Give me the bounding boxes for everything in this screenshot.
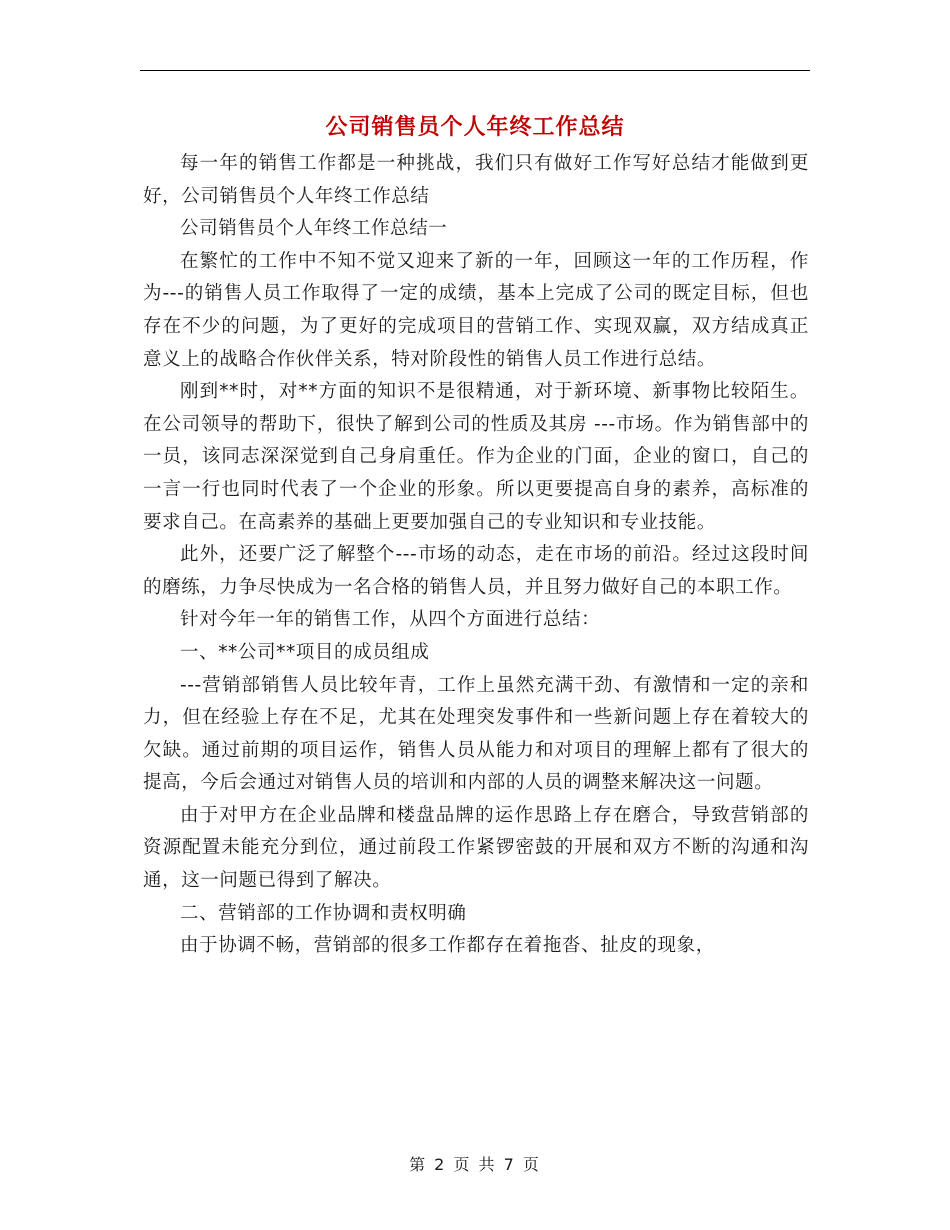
paragraph-intro: 每一年的销售工作都是一种挑战，我们只有做好工作写好总结才能做到更好，公司销售员个人年终工作总结 (143, 153, 809, 207)
section-heading-team: 一、**公司**项目的成员组成 (180, 641, 430, 663)
paragraph-review: 在繁忙的工作中不知不觉又迎来了新的一年，回顾这一年的工作历程，作为---的销售人员工作取得了一定的成绩，基本上完成了公司的既定目标，但也存在不少的问题，为了更好的完成项目的营销工作、实现双赢，双方结成真正意义上的战略合作伙伴关系，特对阶段性的销售人员工作进行总结。 (143, 250, 809, 370)
paragraph-resources: 由于对甲方在企业品牌和楼盘品牌的运作思路上存在磨合，导致营销部的资源配置未能充分到位，通过前段工作紧锣密鼓的开展和双方不断的沟通和沟通，这一问题已得到了解决。 (143, 804, 809, 892)
paragraph-arrival: 刚到**时，对**方面的知识不是很精通，对于新环境、新事物比较陌生。在公司领导的帮助下，很快了解到公司的性质及其房 ---市场。作为销售部中的一员，该同志深深觉到自己身肩重任。作为企业的门面，企业的窗口，自己的一言一行也同时代表了一个企业的形象。所以更要提高自身的素养，高标准的要求自己。在高素养的基础上更要加强自己的专业知识和专业技能。 (143, 381, 809, 533)
header-rule (140, 70, 810, 71)
document-body (143, 148, 809, 963)
paragraph-four-aspects: 针对今年一年的销售工作，从四个方面进行总结： (180, 609, 601, 631)
section-heading-part-one: 公司销售员个人年终工作总结一 (180, 218, 448, 240)
paragraph-team: ---营销部销售人员比较年青，工作上虽然充满干劲、有激情和一定的亲和力，但在经验上存在不足，尤其在处理突发事件和一些新问题上存在着较大的欠缺。通过前期的项目运作，销售人员从能力和对项目的理解上都有了很大的提高，今后会通过对销售人员的培训和内部的人员的调整来解决这一问题。 (143, 674, 809, 794)
paragraph-market: 此外，还要广泛了解整个---市场的动态，走在市场的前沿。经过这段时间的磨练，力争尽快成为一名合格的销售人员，并且努力做好自己的本职工作。 (143, 544, 809, 598)
page-number-footer: 第 2 页 共 7 页 (409, 1155, 541, 1174)
section-heading-coordination: 二、营销部的工作协调和责权明确 (180, 902, 467, 924)
paragraph-coordination: 由于协调不畅，营销部的很多工作都存在着拖沓、扯皮的现象， (180, 935, 715, 957)
page-title: 公司销售员个人年终工作总结 (325, 115, 625, 140)
